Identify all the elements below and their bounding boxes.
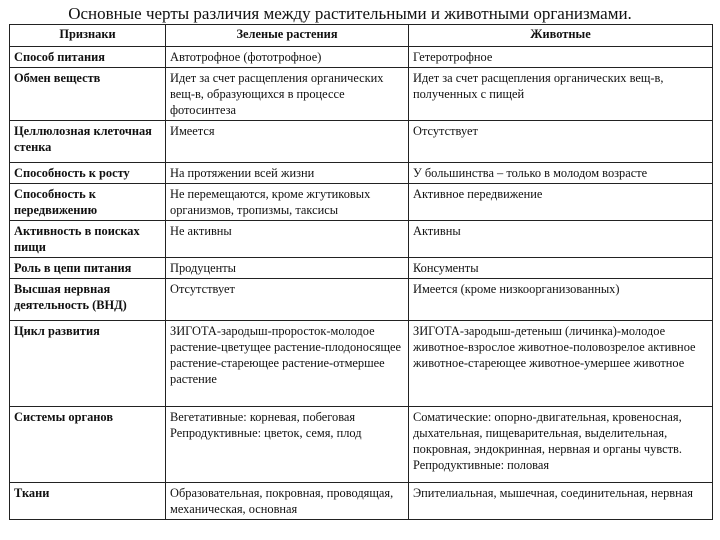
animal-cell: Отсутствует — [409, 121, 713, 163]
comparison-table — [9, 24, 713, 520]
table-row — [10, 221, 713, 258]
animal-cell: Консументы — [409, 258, 713, 279]
table-row — [10, 258, 713, 279]
plant-cell: Идет за счет расщепления органических вещ-в, образующихся в процессе фотосинтеза — [166, 68, 409, 121]
plant-cell: Отсутствует — [166, 279, 409, 321]
table-row — [10, 483, 713, 520]
table-row — [10, 184, 713, 221]
row-label: Способ питания — [10, 47, 166, 68]
plant-cell: Автотрофное (фототрофное) — [166, 47, 409, 68]
plant-cell: На протяжении всей жизни — [166, 163, 409, 184]
row-label: Роль в цепи питания — [10, 258, 166, 279]
row-label: Обмен веществ — [10, 68, 166, 121]
plant-cell: Продуценты — [166, 258, 409, 279]
row-label: Системы органов — [10, 407, 166, 483]
animal-cell: Эпителиальная, мышечная, соединительная, нервная — [409, 483, 713, 520]
row-label: Целлюлозная клеточная стенка — [10, 121, 166, 163]
table-row — [10, 121, 713, 163]
page-title: Основные черты различия между растительными и животными организмами. — [68, 4, 632, 23]
header-criteria: Признаки — [10, 25, 166, 47]
table-row — [10, 47, 713, 68]
animal-cell: Идет за счет расщепления органических вещ-в, полученных с пищей — [409, 68, 713, 121]
animal-cell: У большинства – только в молодом возрасте — [409, 163, 713, 184]
table-row — [10, 279, 713, 321]
table-row — [10, 321, 713, 407]
animal-cell: Активное передвижение — [409, 184, 713, 221]
table-row — [10, 163, 713, 184]
animal-cell: Соматические: опорно-двигательная, кровеносная, дыхательная, пищеварительная, выделительная, покровная, эндокринная, нервная и органы чувств. Репродуктивные: половая — [409, 407, 713, 483]
table-row — [10, 68, 713, 121]
row-label: Способность к передвижению — [10, 184, 166, 221]
plant-cell: Образовательная, покровная, проводящая, механическая, основная — [166, 483, 409, 520]
header-plants: Зеленые растения — [166, 25, 409, 47]
animal-cell: Гетеротрофное — [409, 47, 713, 68]
header-row — [10, 25, 713, 47]
animal-cell: ЗИГОТА-зародыш-детеныш (личинка)-молодое животное-взрослое животное-половозрелое активное животное-стареющее животное-умершее животное — [409, 321, 713, 407]
animal-cell: Имеется (кроме низкоорганизованных) — [409, 279, 713, 321]
row-label: Высшая нервная деятельность (ВНД) — [10, 279, 166, 321]
plant-cell: Не активны — [166, 221, 409, 258]
header-animals: Животные — [409, 25, 713, 47]
plant-cell: ЗИГОТА-зародыш-проросток-молодое растение-цветущее растение-плодоносящее растение-стареющее растение-отмершее растение — [166, 321, 409, 407]
row-label: Способность к росту — [10, 163, 166, 184]
animal-cell: Активны — [409, 221, 713, 258]
row-label: Ткани — [10, 483, 166, 520]
plant-cell: Не перемещаются, кроме жгутиковых организмов, тропизмы, таксисы — [166, 184, 409, 221]
row-label: Активность в поисках пищи — [10, 221, 166, 258]
table-row — [10, 407, 713, 483]
plant-cell: Вегетативные: корневая, побеговая Репродуктивные: цветок, семя, плод — [166, 407, 409, 483]
row-label: Цикл развития — [10, 321, 166, 407]
plant-cell: Имеется — [166, 121, 409, 163]
